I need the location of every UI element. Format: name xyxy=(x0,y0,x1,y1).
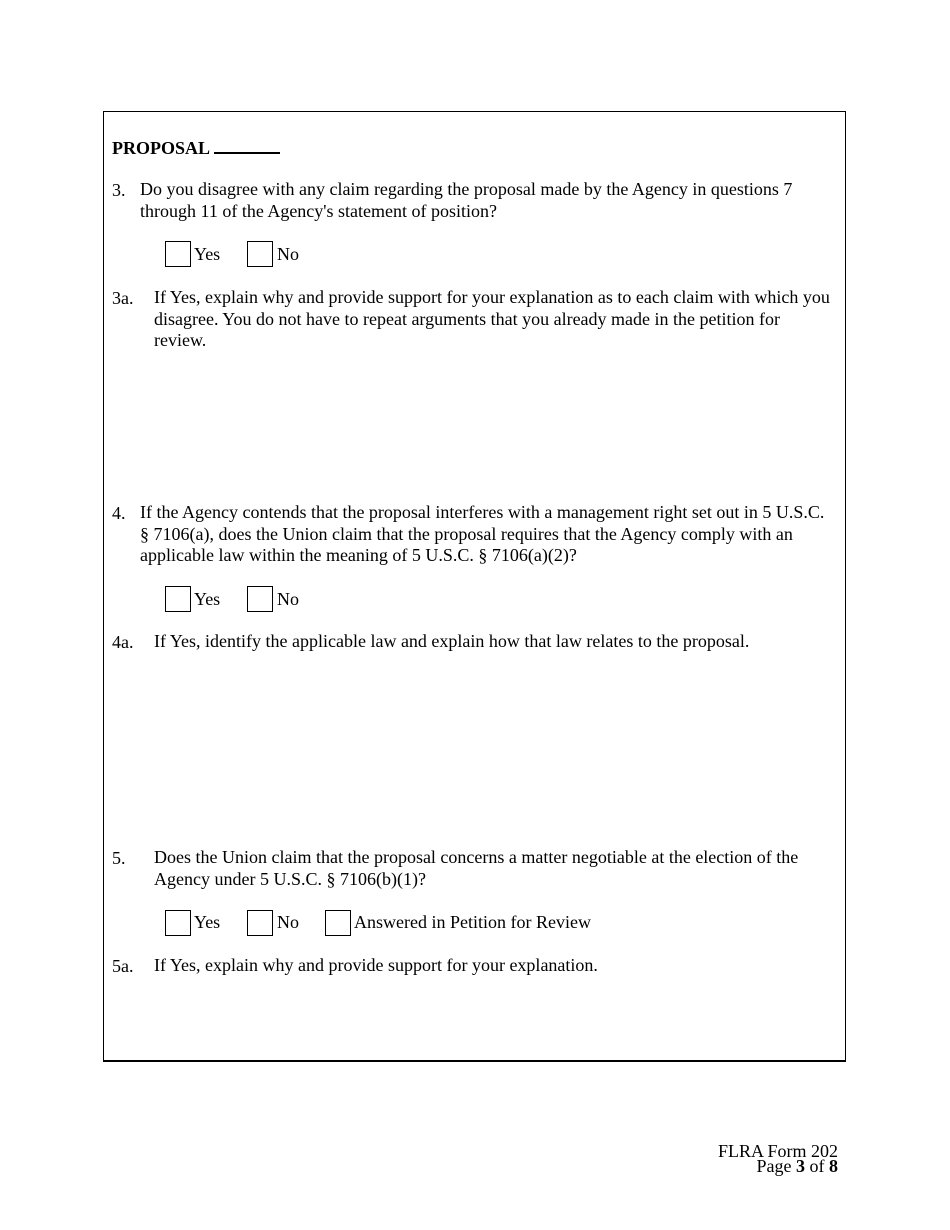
q5-answered-label: Answered in Petition for Review xyxy=(354,912,591,932)
proposal-number-blank[interactable] xyxy=(214,135,280,154)
q5-yes-checkbox[interactable] xyxy=(165,910,191,936)
q3-yes-label: Yes xyxy=(194,244,221,264)
q4a-text: If Yes, identify the applicable law and explain how that law relates to the proposal. xyxy=(154,631,750,651)
q4-yes-checkbox[interactable] xyxy=(165,586,191,612)
q4a-number: 4a. xyxy=(112,632,134,652)
page-current: 3 xyxy=(796,1156,805,1176)
q3a-number: 3a. xyxy=(112,288,134,308)
q3-no-label: No xyxy=(277,244,299,264)
q4-no-label: No xyxy=(277,589,299,609)
proposal-heading xyxy=(112,135,280,159)
q5-no-label: No xyxy=(277,912,299,932)
q4a-answer-area[interactable] xyxy=(154,660,824,840)
q3-yes-checkbox[interactable] xyxy=(165,241,191,267)
q5-yes-label: Yes xyxy=(194,912,221,932)
q3-number: 3. xyxy=(112,180,126,200)
q4-no-checkbox[interactable] xyxy=(247,586,273,612)
q5-number: 5. xyxy=(112,848,126,868)
page-of: of xyxy=(809,1156,825,1176)
q5a-number: 5a. xyxy=(112,956,134,976)
q3-text: Do you disagree with any claim regarding the proposal made by the Agency in questions 7 through 11 of the Agency's statement of position? xyxy=(140,179,793,221)
q4-number: 4. xyxy=(112,503,126,523)
q3a-answer-area[interactable] xyxy=(154,360,824,490)
q3a-text: If Yes, explain why and provide support for your explanation as to each claim with which you disagree. You do not have to repeat arguments that you already made in the petition for review. xyxy=(154,287,830,350)
page-prefix: Page xyxy=(756,1156,792,1176)
q5a-text: If Yes, explain why and provide support for your explanation. xyxy=(154,955,598,975)
q5a-answer-area[interactable] xyxy=(154,985,824,1050)
form-name: FLRA Form 202 xyxy=(717,1141,838,1161)
page-number xyxy=(757,1156,839,1177)
q5-answered-checkbox[interactable] xyxy=(325,910,351,936)
q4-text: If the Agency contends that the proposal interferes with a management right set out in 5 U.S.C. § 7106(a), does the Union claim that the proposal requires that the Agency comply with an applicable law within the meaning of 5 U.S.C. § 7106(a)(2)? xyxy=(140,502,825,565)
q3-no-checkbox[interactable] xyxy=(247,241,273,267)
proposal-heading-label: PROPOSAL xyxy=(112,138,210,158)
q5-text: Does the Union claim that the proposal concerns a matter negotiable at the election of the Agency under 5 U.S.C. § 7106(b)(1)? xyxy=(154,847,799,889)
page-total: 8 xyxy=(829,1156,838,1176)
q4-yes-label: Yes xyxy=(194,589,221,609)
q5-no-checkbox[interactable] xyxy=(247,910,273,936)
